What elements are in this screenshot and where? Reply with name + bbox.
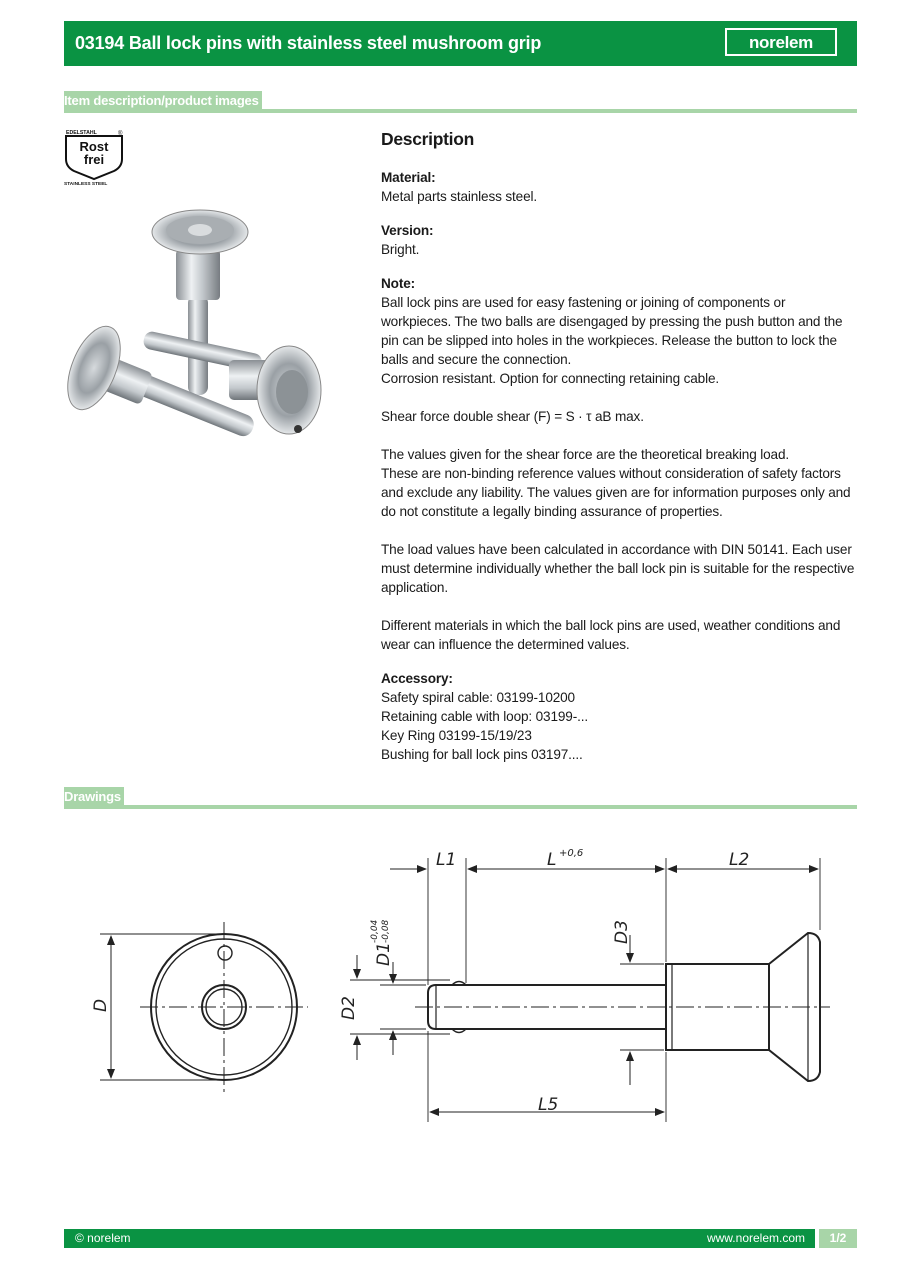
dim-label-D: D — [91, 998, 111, 1012]
norelem-logo — [725, 28, 837, 56]
dim-label-L: L — [547, 850, 557, 870]
values-paragraph-1: The values given for the shear force are the theoretical breaking load. — [381, 447, 789, 462]
product-image — [64, 200, 324, 462]
load-values-text: The load values have been calculated in accordance with DIN 50141. Each user must determine individually whether the ball lock pin is suitable for the respective application. — [381, 542, 855, 595]
dim-label-D1-tol-upper: -0,04 — [370, 919, 380, 943]
dim-label-L2: L2 — [729, 850, 750, 870]
dim-label-L5: L5 — [538, 1095, 559, 1115]
dim-label-L-tolerance: +0,6 — [559, 848, 584, 859]
material-label: Material: — [381, 170, 436, 185]
description-heading: Description — [381, 129, 474, 149]
badge-top-text: EDELSTAHL — [66, 130, 97, 136]
accessory-item: Safety spiral cable: 03199-10200 — [381, 690, 575, 705]
description-panel — [381, 128, 859, 764]
note-paragraph-1: Ball lock pins are used for easy fastening or joining of components or workpieces. The two balls are disengaged by pressing the push button and the pin can be slipped into holes in the workpieces. Release the button to lock the balls and secure the connection. — [381, 295, 843, 367]
materials-note-text: Different materials in which the ball lock pins are used, weather conditions and wear can influence the determined values. — [381, 618, 841, 652]
dim-label-D1-tol-lower: -0,08 — [381, 919, 391, 943]
footer-copyright: © norelem — [75, 1231, 131, 1245]
badge-registered: ® — [118, 131, 123, 137]
technical-drawing — [64, 820, 857, 1150]
accessory-item: Retaining cable with loop: 03199-... — [381, 709, 588, 724]
note-label: Note: — [381, 276, 415, 291]
page-title: 03194 Ball lock pins with stainless steel mushroom grip — [75, 33, 542, 53]
section-divider-drawings — [64, 805, 857, 809]
shear-force-text: Shear force double shear (F) = S · τ aB max. — [381, 409, 644, 424]
accessory-item: Bushing for ball lock pins 03197.... — [381, 747, 583, 762]
badge-bottom-text: STAINLESS STEEL — [64, 182, 108, 187]
version-text: Bright. — [381, 242, 420, 257]
note-paragraph-2: Corrosion resistant. Option for connecting retaining cable. — [381, 371, 719, 386]
page-header — [64, 21, 857, 66]
section-label-drawings: Drawings — [64, 787, 124, 806]
stainless-steel-badge — [64, 129, 126, 187]
dim-label-L1: L1 — [436, 850, 457, 870]
dim-label-D1: D1 — [374, 942, 394, 966]
badge-line2: frei — [83, 152, 105, 167]
badge-line1: Rost — [79, 139, 109, 154]
page-footer — [64, 1229, 857, 1248]
end-view — [100, 922, 308, 1092]
accessory-label: Accessory: — [381, 671, 453, 686]
accessory-item: Key Ring 03199-15/19/23 — [381, 728, 532, 743]
values-paragraph-2: These are non-binding reference values without consideration of safety factors and exclude any liability. The values given are for information purposes only and do not constitute a legally binding assurance of properties. — [381, 466, 851, 519]
side-view — [350, 858, 830, 1122]
dim-label-D2: D2 — [339, 996, 359, 1020]
logo-text: norelem — [748, 32, 814, 52]
dim-label-D3: D3 — [612, 920, 632, 944]
version-label: Version: — [381, 223, 434, 238]
material-text: Metal parts stainless steel. — [381, 189, 537, 204]
footer-website-link[interactable]: www.norelem.com — [706, 1231, 805, 1245]
section-label-item-description: Item description/product images — [64, 91, 262, 110]
page-number: 1/2 — [819, 1229, 857, 1248]
